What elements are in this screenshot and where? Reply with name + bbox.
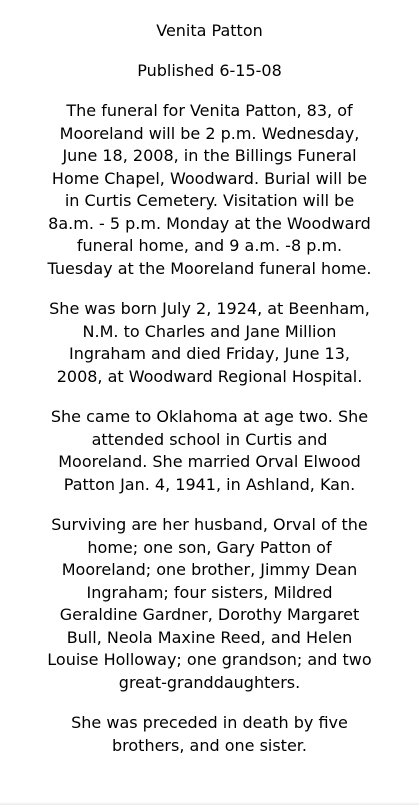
paragraph-line: The funeral for Venita Patton, 83, of <box>66 101 353 120</box>
paragraph-line: N.M. to Charles and Jane Million <box>82 321 337 341</box>
paragraph-line: attended school in Curtis and <box>91 429 328 449</box>
paragraph-line: in Curtis Cemetery. Visitation will be <box>64 191 355 210</box>
paragraph-line: She came to Oklahoma at age two. She <box>50 407 369 426</box>
paragraph-line: Home Chapel, Woodward. Burial will be <box>51 168 368 188</box>
obituary-paragraph <box>4 100 415 280</box>
paragraph-line: Patton Jan. 4, 1941, in Ashland, Kan. <box>63 474 356 494</box>
published-date: Published 6-15-08 <box>137 60 282 80</box>
paragraph-line: funeral home, and 9 a.m. -8 p.m. <box>76 236 343 255</box>
obituary-paragraph <box>4 514 415 694</box>
paragraph-line: Geraldine Gardner, Dorothy Margaret <box>59 605 360 624</box>
paragraph-line: home; one son, Gary Patton of <box>87 537 332 557</box>
paragraph-line: Tuesday at the Mooreland funeral home. <box>47 258 372 278</box>
paragraph-line: Ingraham; four sisters, Mildred <box>86 582 333 602</box>
paragraph-line: Ingraham and died Friday, June 13, <box>69 344 350 363</box>
obituary-paragraph <box>4 712 415 757</box>
paragraph-line: brothers, and one sister. <box>112 735 307 755</box>
paragraph-line: Mooreland; one brother, Jimmy Dean <box>61 560 358 579</box>
obituary-paragraph <box>4 406 415 496</box>
paragraph-line: She was preceded in death by five <box>71 713 348 732</box>
paragraph-line: Mooreland. She married Orval Elwood <box>58 452 361 471</box>
paragraph-line: Louise Holloway; one grandson; and two <box>47 650 372 669</box>
paragraph-line: 2008, at Woodward Regional Hospital. <box>56 366 363 386</box>
paragraph-line: 8a.m. - 5 p.m. Monday at the Woodward <box>48 213 371 233</box>
paragraph-line: Bull, Neola Maxine Reed, and Helen <box>66 627 353 647</box>
page-title: Venita Patton <box>156 21 263 40</box>
paragraph-line: great-granddaughters. <box>118 672 301 692</box>
obituary-paragraph <box>4 298 415 388</box>
paragraph-line: She was born July 2, 1924, at Beenham, <box>49 299 370 318</box>
paragraph-line: June 18, 2008, in the Billings Funeral <box>62 146 357 165</box>
obituary-body <box>4 100 415 757</box>
paragraph-line: Surviving are her husband, Orval of the <box>51 515 368 534</box>
paragraph-line: Mooreland will be 2 p.m. Wednesday, <box>59 123 360 143</box>
